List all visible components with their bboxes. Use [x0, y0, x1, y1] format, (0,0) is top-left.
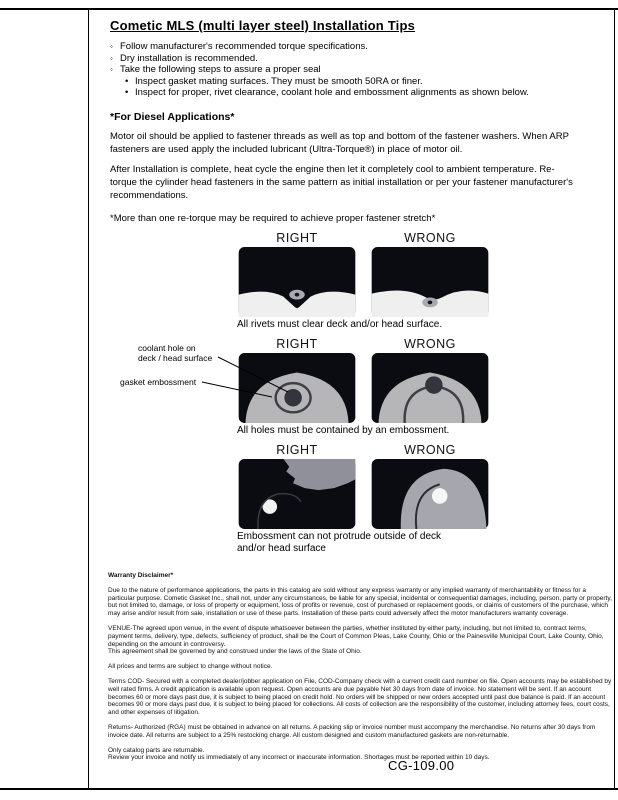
warranty-paragraph: Terms COD- Secured with a completed dealer/jobber application on File, COD-Company check with a current credit card number on file. Open accounts may be established by well rated firms. A credit application is available upon request. Open accounts are due payable Net 30 days from date of invoice. No statement will be sent. If an account becomes 60 or more days past due, it is subject to being placed on credit hold. No orders will be shipped or new orders accepted until past due balance is paid. If an account becomes 90 or more days past due, it is subject to being placed for collections. All costs of collection are the responsibility of the customer, including attorney fees, court costs, and other expenses of litigation.: [108, 677, 612, 717]
callout-text: deck / head surface: [138, 352, 213, 363]
figure-caption: All holes must be contained by an embossment.: [237, 424, 450, 436]
callout-gasket-embossment: gasket embossment: [120, 376, 197, 387]
rivet-clear-right-figure: [237, 247, 357, 317]
figure-wrong-column: [370, 231, 490, 317]
dot-bullet-icon: •: [125, 87, 129, 98]
installation-tips-list: [110, 41, 600, 99]
wrong-label: WRONG: [404, 336, 456, 351]
tip-text: Follow manufacturer's recommended torque specifications.: [120, 41, 368, 52]
warranty-disclaimer: [108, 572, 613, 769]
tip-text: Inspect for proper, rivet clearance, coolant hole and embossment alignments as shown below.: [135, 87, 529, 98]
page-border-left: [88, 8, 89, 789]
figure-right-column: [237, 231, 357, 317]
figure-row-embossment: [110, 443, 600, 555]
warranty-paragraph: Only catalog parts are returnable.: [108, 746, 205, 754]
embossment-protrude-right-figure: [237, 459, 357, 529]
page-border-right: [614, 8, 615, 789]
list-item: [125, 87, 600, 99]
rivet-clear-wrong-figure: [370, 247, 490, 317]
circle-bullet-icon: ◦: [110, 53, 113, 63]
page-title: Cometic MLS (multi layer steel) Installation Tips: [110, 18, 416, 33]
list-item: [110, 41, 600, 53]
page-border-bottom: [0, 788, 618, 790]
warranty-paragraph: Review your invoice and notify us immediately of any incorrect or inaccurate information. Shortages must be reported within 10 days.: [108, 754, 490, 762]
figure-right-column: [237, 337, 357, 423]
right-label: RIGHT: [276, 442, 318, 457]
retorque-note: *More than one re-torque may be required to achieve proper fastener stretch*: [110, 212, 436, 224]
warranty-paragraph: VENUE-The agreed upon venue, in the event of dispute whatsoever between the parties, whether instituted by either party, including, but not limited to, contract terms, payment terms, delivery, type, defects, sufficiency of product, shall be the Court of Common Pleas, Lake County, Ohio or the Painesville Municipal Court, Lake County, Ohio, depending on the amount in controversy.: [108, 624, 604, 648]
list-item: [110, 53, 600, 65]
dot-bullet-icon: •: [125, 75, 129, 87]
figure-caption: Embossment can not protrude outside of deck and/or head surface: [237, 530, 442, 554]
right-label: RIGHT: [276, 230, 318, 245]
main-content: [110, 18, 600, 561]
right-label: RIGHT: [276, 336, 318, 351]
wrong-label: WRONG: [404, 230, 456, 245]
diesel-paragraph-2: After Installation is complete, heat cycle the engine then let it completely cool to ambient temperature. Re-torque the cylinder head fasteners in the same pattern as initial installation or per your fastener manufacturer's recommendations.: [110, 163, 573, 201]
page-number: CG-109.00: [388, 758, 455, 773]
figure-right-column: [237, 443, 357, 529]
figures-section: [110, 231, 600, 555]
page-border-top: [0, 8, 618, 10]
warranty-paragraph: Due to the nature of performance applications, the parts in this catalog are sold without any express warranty or any implied warranty of merchantability or fitness for a particular purpose. Cometic Gasket Inc., shall not, under any circumstances, be liable for any special, incidental or consequential damages, including, person, party or property, but not limited to, damage, or loss of property or equipment, loss of profits or revenue, cost of purchased or replacement goods, or claims of customers of the purchase, which may arise and/or result from sale, installation or use of these parts. Installation of these parts could adversely affect the motor manufacturers warranty coverage.: [108, 586, 612, 618]
tip-text: Dry installation is recommended.: [120, 52, 258, 64]
circle-bullet-icon: ◦: [110, 42, 113, 51]
embossment-protrude-wrong-figure: [370, 459, 490, 529]
tip-text: Inspect gasket mating surfaces. They must be smooth 50RA or finer.: [135, 75, 423, 87]
warranty-paragraph: This agreement shall be governed by and construed under the laws of the State of Ohio.: [108, 648, 362, 656]
diesel-paragraph-1: Motor oil should be applied to fastener threads as well as top and bottom of the fastener washers. When ARP fasteners are used apply the included lubricant (Ultra-Torque®) in place of motor oil.: [110, 130, 569, 155]
callout-coolant-hole: [138, 343, 212, 363]
wrong-label: WRONG: [404, 442, 456, 457]
warranty-heading: Warranty Disclaimer*: [108, 572, 174, 579]
warranty-paragraph: Returns- Authorized (RGA) must be obtained in advance on all returns. A packing slip or invoice number must accompany the merchandise. No returns after 30 days from invoice date. All returns are subject to a 25% restocking charge. All custom designed and custom manufactured gaskets are non-returnable.: [108, 723, 596, 739]
figure-wrong-column: [370, 337, 490, 423]
callout-text: coolant hole on: [138, 342, 196, 353]
list-item: [110, 64, 600, 76]
figure-row-rivets: [110, 231, 600, 331]
warranty-paragraph: All prices and terms are subject to change without notice.: [108, 663, 273, 671]
hole-embossment-right-figure: [237, 353, 357, 423]
hole-embossment-wrong-figure: [370, 353, 490, 423]
list-item: [125, 76, 600, 88]
tip-text: Take the following steps to assure a proper seal: [120, 64, 321, 75]
figure-wrong-column: [370, 443, 490, 529]
circle-bullet-icon: ◦: [110, 65, 113, 74]
figure-caption: All rivets must clear deck and/or head surface.: [237, 318, 443, 330]
figure-row-holes: [110, 337, 600, 437]
diesel-heading: *For Diesel Applications*: [110, 110, 235, 123]
